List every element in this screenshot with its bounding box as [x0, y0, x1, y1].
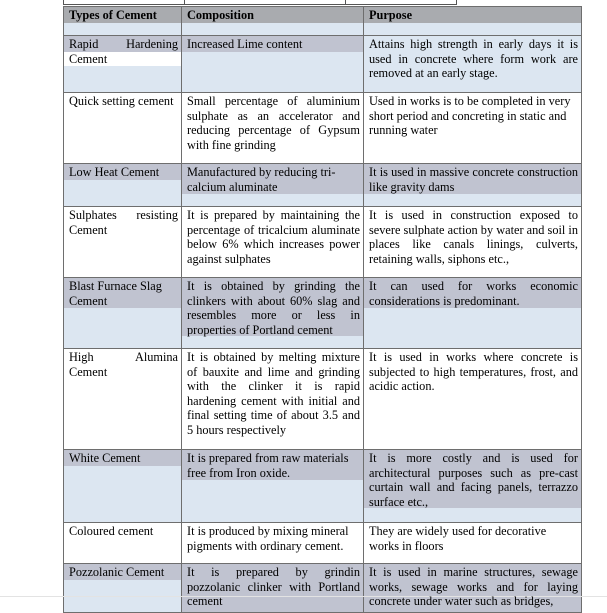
cement-types-table — [63, 6, 582, 613]
cell-composition: It is obtained by grinding the clinkers with about 60% slag and resembles more or less in properties of Portland cement — [182, 278, 363, 348]
table-row — [64, 36, 582, 93]
header-composition: Composition — [182, 7, 363, 35]
cell-purpose: It is more costly and is used for architectural purposes such as pre-cast curtain wall and facing panels, terrazzo surface etc., — [364, 450, 581, 522]
table-row — [64, 164, 582, 207]
cell-purpose: It is used in marine structures, sewage works, sewage works and for laying concrete under water such as bridges, — [364, 564, 581, 612]
cell-purpose: It can used for works economic considerations is predominant. — [364, 278, 581, 348]
cell-purpose: Used in works is to be completed in very short period and concreting in static and running water — [369, 94, 571, 138]
cell-type: Coloured cement — [69, 524, 154, 538]
cell-type: Quick setting cement — [69, 94, 174, 108]
cell-type: Sulphates resisting Cement — [69, 208, 178, 237]
cell-composition: It is produced by mixing mineral pigments with ordinary cement. — [187, 524, 349, 553]
cell-purpose: Attains high strength in early days it is used in concrete where form work are removed at an early stage. — [364, 36, 581, 92]
cell-composition: Small percentage of aluminium sulphate as an accelerator and reducing percentage of Gypsum with fine grinding — [187, 94, 360, 152]
cell-type: High Alumina Cement — [69, 350, 178, 379]
table-row — [64, 564, 582, 613]
cell-type: Low Heat Cement — [64, 164, 181, 206]
table-row — [64, 349, 582, 450]
table-row — [64, 93, 582, 164]
cell-composition: Manufactured by reducing tri-calcium aluminate — [182, 164, 363, 206]
cell-type: Pozzolanic Cement — [64, 564, 181, 612]
cell-composition: It is obtained by melting mixture of bauxite and lime and grinding with the clinker it is rapid hardening cement with initial and final setting time of about 3.5 and 5 hours respectively — [187, 350, 360, 437]
cell-composition: Increased Lime content — [182, 36, 363, 92]
cell-purpose: It is used in works where concrete is subjected to high temperatures, frost, and acidic action. — [369, 350, 578, 394]
cell-composition: It is prepared by maintaining the percentage of tricalcium aluminate below 6% which increases power against sulphates — [187, 208, 360, 266]
header-row — [64, 7, 582, 36]
cell-purpose: It is used in construction exposed to severe sulphate action by water and soil in places like canals linings, culverts, retaining walls, siphons etc., — [369, 208, 578, 266]
cell-type: Blast Furnace Slag Cement — [64, 278, 181, 348]
cell-purpose: They are widely used for decorative works in floors — [369, 524, 547, 553]
table-row — [64, 523, 582, 564]
cell-purpose: It is used in massive concrete construction like gravity dams — [364, 164, 581, 206]
header-purpose: Purpose — [364, 7, 581, 35]
cell-composition: It is prepared by grindin pozzolanic clinker with Portland cement — [182, 564, 363, 612]
table-row — [64, 450, 582, 523]
cell-composition: It is prepared from raw materials free from Iron oxide. — [182, 450, 363, 522]
table-row — [64, 278, 582, 349]
cell-type: Rapid Hardening Cement — [64, 36, 181, 92]
header-types: Types of Cement — [64, 7, 181, 35]
cell-type: White Cement — [64, 450, 181, 522]
table-row — [64, 207, 582, 278]
